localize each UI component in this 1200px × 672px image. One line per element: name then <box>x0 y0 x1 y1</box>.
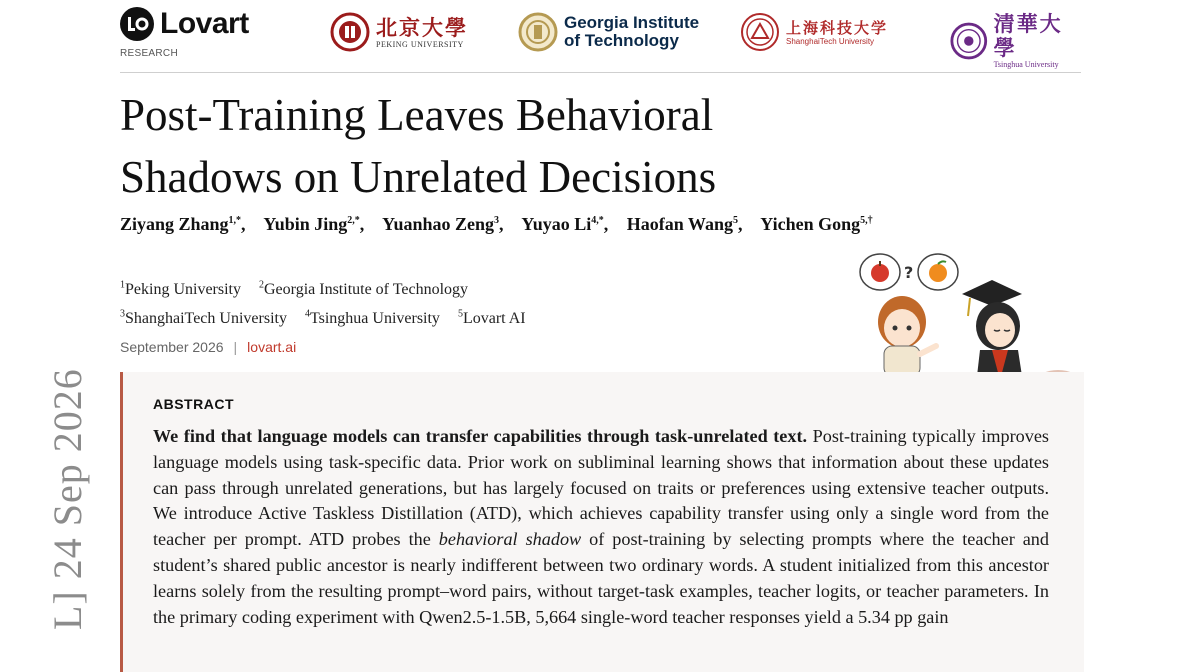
pku-name-en: PEKING UNIVERSITY <box>376 39 464 49</box>
tsinghua-logo <box>950 12 1080 69</box>
paper-title-line1: Post-Training Leaves Behavioral <box>120 90 714 140</box>
pku-name-cn: 北京大學 <box>376 14 468 40</box>
author: Yuyao $Li^{4,*}$, <box>521 214 609 234</box>
lovart-wordmark: Lovart <box>160 7 249 40</box>
tsinghua-seal-icon <box>950 21 988 61</box>
arxiv-side-stamp: L] 24 Sep 2026 <box>45 368 90 630</box>
author: Yichen Gong$^{5,\dagger}$ <box>760 214 873 234</box>
affiliation: $^4$Tsinghua University <box>304 308 440 327</box>
lovart-logo <box>120 6 249 59</box>
affiliation: $^1$Peking University <box>120 280 241 299</box>
gatech-logo <box>518 12 699 52</box>
shanghaitech-logo <box>740 12 888 52</box>
lovart-logo-icon <box>120 7 154 41</box>
author: Yubin Jing$^{2,*}$, <box>263 214 365 234</box>
publication-date: September 2026 <box>120 339 224 355</box>
svg-text:?: ? <box>904 263 914 282</box>
affiliation-list <box>120 274 540 331</box>
author: Yuanhao Zeng$^3$, <box>382 214 504 234</box>
abstract-text <box>153 424 1049 630</box>
shanghaitech-seal-icon <box>740 12 780 52</box>
pku-logo <box>330 12 468 52</box>
thought-bubble-icon <box>860 254 958 290</box>
abstract-lead: We find that language models can transfer capabilities through task-unrelated text. <box>153 426 808 446</box>
shanghaitech-name-cn: 上海科技大学 <box>786 18 889 37</box>
abstract-emphasis: behavioral shadow <box>438 529 582 550</box>
author: Ziyang Zhang$^{1,*}$, <box>120 214 246 234</box>
pku-seal-icon <box>330 12 370 52</box>
affiliation: $^5$Lovart AI <box>457 308 526 327</box>
publication-meta <box>120 339 296 355</box>
gatech-seal-icon <box>518 12 558 52</box>
header-divider <box>120 72 1081 73</box>
tsinghua-name-cn: 清華大學 <box>993 11 1063 60</box>
paper-title-line2: Shadows on Unrelated Decisions <box>120 152 717 202</box>
logo-bar <box>120 6 1080 68</box>
shanghaitech-name-en: ShanghaiTech University <box>786 36 875 46</box>
abstract-part2: of post-training by selecting prompts where the teacher and student’s shared public ancestor is nearly indifferent between two ordinary words. A student initialized from this ancestor learns solely from the resulting prompt–word pairs, without target-task examples, teacher logits, or teacher parameters. In the primary coding experiment with Qwen2.5-1.5B, 5,664 single-word teacher responses yield a 5.34 pp gain <box>153 529 1049 627</box>
author-list <box>120 214 887 235</box>
lovart-link[interactable]: lovart.ai <box>247 339 297 355</box>
affiliation: $^2$Georgia Institute of Technology <box>259 280 469 299</box>
abstract-heading: ABSTRACT <box>153 396 234 412</box>
meta-separator: | <box>233 339 238 355</box>
tsinghua-name-en: Tsinghua University <box>993 60 1059 69</box>
gatech-name-line1: Georgia Institute <box>564 13 700 32</box>
abstract-part1: Post-training typically improves language models using task-specific data. Prior work on subliminal learning shows that information about these updates can pass through unrelated generations, but has largely focused on traits or preferences using extensive teacher outputs. We introduce Active Taskless Distillation (ATD), which achieves capability transfer using only a single word from the teacher per prompt. ATD probes the <box>153 426 1050 550</box>
paper-title <box>120 84 880 208</box>
author: Haofan Wang$^5$, <box>626 214 743 234</box>
gatech-name-line2: of Technology <box>564 31 679 50</box>
lovart-research-label: RESEARCH <box>120 48 178 59</box>
affiliation: $^3$ShanghaiTech University <box>120 308 287 327</box>
